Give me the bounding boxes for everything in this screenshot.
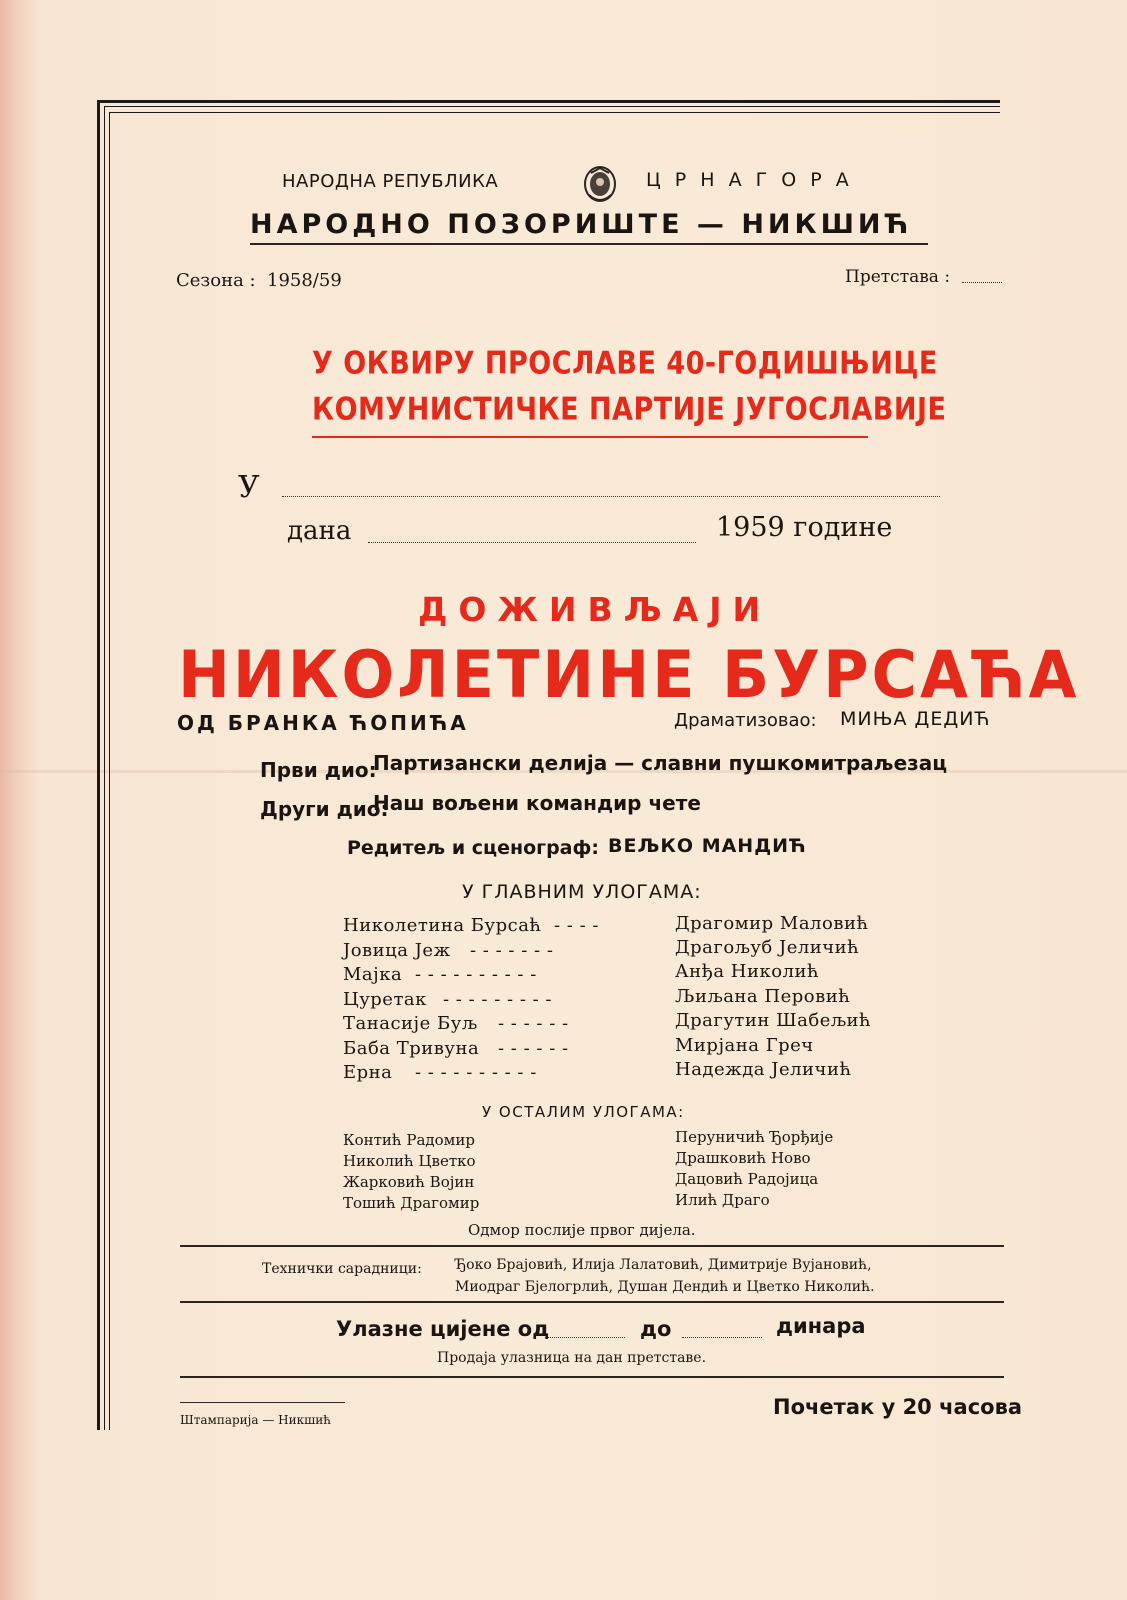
title-line2: НИКОЛЕТИНЕ БУРСАЋА bbox=[178, 636, 1080, 713]
price-from-blank bbox=[545, 1337, 625, 1338]
role-dashes: - - - - - - bbox=[498, 1013, 569, 1034]
other-role-right-2: Драшковић Ново bbox=[675, 1149, 811, 1167]
other-role-left-3: Жарковић Војин bbox=[343, 1173, 475, 1191]
role-dashes: - - - - - - - bbox=[470, 940, 554, 961]
role-name: Мајка bbox=[343, 964, 403, 985]
role-row bbox=[343, 1038, 479, 1059]
printer-label: Штампарија — Никшић bbox=[180, 1413, 332, 1427]
divider-3 bbox=[180, 1376, 1004, 1378]
place-blank bbox=[282, 496, 940, 497]
title-line1: ДОЖИВЉАЈИ bbox=[418, 590, 772, 629]
role-name: Баба Тривуна bbox=[343, 1038, 480, 1059]
dramatized-label: Драматизовао: bbox=[674, 710, 817, 731]
day-label: дана bbox=[287, 516, 352, 546]
price-label: Улазне цијене од bbox=[336, 1317, 550, 1341]
author-label: ОД БРАНКА ЋОПИЋА bbox=[177, 711, 469, 735]
other-role-right-4: Илић Драго bbox=[675, 1191, 770, 1209]
role-actor: Драгољуб Јеличић bbox=[675, 937, 860, 958]
role-dashes: - - - - - - - - - - bbox=[415, 964, 537, 985]
dramatized-name: МИЊА ДЕДИЋ bbox=[840, 708, 991, 730]
season-value: 1958/59 bbox=[267, 270, 342, 291]
role-row bbox=[343, 1062, 392, 1083]
role-row bbox=[343, 964, 402, 985]
other-role-left-1: Контић Радомир bbox=[343, 1131, 475, 1149]
printer-rule bbox=[180, 1402, 345, 1403]
role-dashes: - - - - - - - - - - bbox=[415, 1062, 537, 1083]
other-role-left-4: Тошић Драгомир bbox=[343, 1194, 480, 1212]
frame-top-inner bbox=[104, 106, 1000, 107]
divider-2 bbox=[180, 1301, 1004, 1303]
occasion-underline bbox=[312, 436, 868, 438]
role-actor: Надежда Јеличић bbox=[675, 1059, 852, 1080]
other-role-right-3: Дацовић Радојица bbox=[675, 1170, 819, 1188]
frame-left-inner2 bbox=[109, 112, 110, 1430]
role-row bbox=[343, 989, 427, 1010]
role-row bbox=[343, 940, 451, 961]
role-name: Николетина Бурсаћ bbox=[343, 915, 542, 936]
divider-1 bbox=[180, 1245, 1004, 1247]
region-label: Ц Р Н А Г О Р А bbox=[646, 169, 853, 191]
part2-title: Наш вољени командир чете bbox=[373, 791, 701, 815]
frame-top-outer bbox=[97, 100, 1000, 103]
other-roles-heading: У ОСТАЛИМ УЛОГАМА: bbox=[482, 1103, 685, 1121]
role-actor: Драгутин Шабељић bbox=[675, 1010, 872, 1031]
role-dashes: - - - - - - bbox=[498, 1038, 569, 1059]
role-row bbox=[343, 915, 542, 936]
frame-left-outer bbox=[97, 100, 100, 1430]
occasion-line1: У ОКВИРУ ПРОСЛАВЕ 40-ГОДИШЊИЦЕ bbox=[312, 346, 938, 382]
part1-label: Први дио: bbox=[260, 758, 377, 782]
frame-top-inner2 bbox=[109, 112, 1000, 113]
director-name: ВЕЉКО МАНДИЋ bbox=[608, 835, 807, 857]
role-actor: Љиљана Перовић bbox=[675, 986, 851, 1007]
price-to-blank bbox=[682, 1337, 762, 1338]
role-actor: Драгомир Маловић bbox=[675, 913, 869, 934]
performance-label: Претстава : bbox=[845, 267, 951, 287]
main-roles-heading: У ГЛАВНИМ УЛОГАМА: bbox=[462, 881, 702, 903]
role-name: Ерна bbox=[343, 1062, 393, 1083]
role-name: Танасије Буљ bbox=[343, 1013, 478, 1034]
republic-label: НАРОДНА РЕПУБЛИКА bbox=[282, 171, 499, 192]
day-blank bbox=[368, 542, 696, 543]
year-text: 1959 године bbox=[716, 512, 893, 543]
occasion-line2: КОМУНИСТИЧКЕ ПАРТИЈЕ ЈУГОСЛАВИЈЕ bbox=[312, 392, 947, 428]
price-to: до bbox=[640, 1317, 672, 1341]
technical-line1: Ђоко Брајовић, Илија Лалатовић, Димитрије Вујановић, bbox=[455, 1257, 872, 1273]
place-label: У bbox=[238, 470, 260, 505]
other-role-left-2: Николић Цветко bbox=[343, 1152, 476, 1170]
season-label: Сезона : bbox=[176, 270, 256, 291]
intermission-note: Одмор послије првог дијела. bbox=[468, 1221, 696, 1239]
price-currency: динара bbox=[776, 1314, 866, 1338]
role-name: Цуретак bbox=[343, 989, 427, 1010]
theatre-name: НАРОДНО ПОЗОРИШТЕ — НИКШИЋ bbox=[250, 209, 913, 240]
sale-note: Продаја улазница на дан претставе. bbox=[437, 1350, 707, 1366]
director-label: Редитељ и сценограф: bbox=[347, 837, 599, 859]
role-actor: Мирјана Греч bbox=[675, 1035, 814, 1056]
role-name: Јовица Јеж bbox=[343, 940, 451, 961]
start-time: Почетак у 20 часова bbox=[773, 1395, 1023, 1419]
theatre-underline bbox=[250, 243, 928, 245]
role-actor: Анђа Николић bbox=[675, 961, 820, 982]
part2-label: Други дио: bbox=[260, 797, 389, 821]
other-role-right-1: Перуничић Ђорђије bbox=[675, 1128, 834, 1146]
technical-line2: Миодраг Бјелогрлић, Душан Дендић и Цветко Николић. bbox=[455, 1279, 875, 1295]
coat-of-arms-icon bbox=[583, 165, 617, 203]
performance-blank bbox=[962, 282, 1002, 283]
role-dashes: - - - - bbox=[554, 915, 599, 936]
technical-label: Технички сарадници: bbox=[262, 1261, 422, 1277]
frame-left-inner bbox=[104, 106, 105, 1430]
role-row bbox=[343, 1013, 478, 1034]
role-dashes: - - - - - - - - - bbox=[443, 989, 553, 1010]
part1-title: Партизански делија — славни пушкомитраљезац bbox=[373, 751, 948, 775]
